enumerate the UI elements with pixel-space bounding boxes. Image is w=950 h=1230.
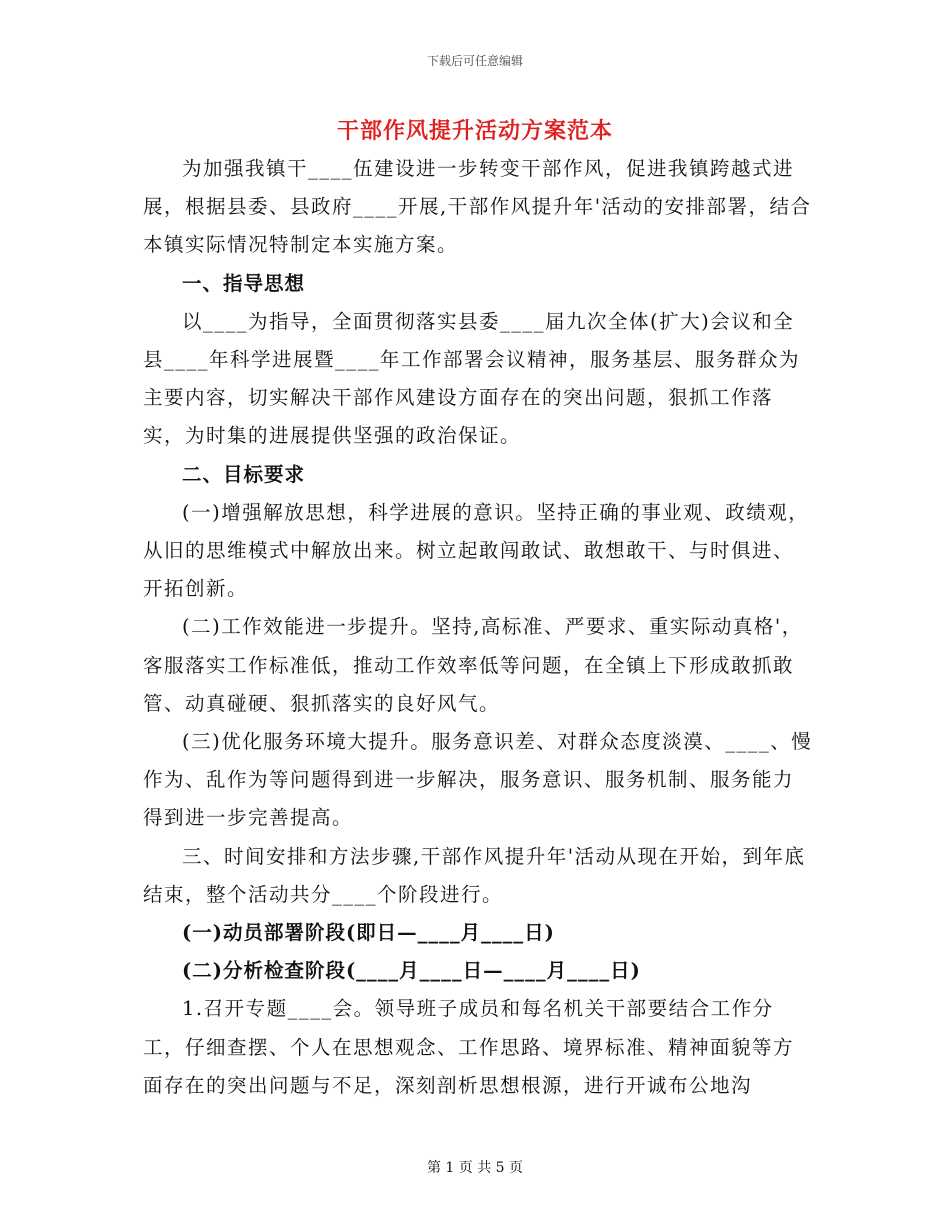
paragraph-goal-1: (一)增强解放思想，科学进展的意识。坚持正确的事业观、政绩观，从旧的思维模式中解放出来。树立起敢闯敢试、敢想敢干、与时俱进、开拓创新。 xyxy=(143,500,810,601)
paragraph-intro: 为加强我镇干____伍建设进一步转变干部作风，促进我镇跨越式进展，根据县委、县政府____开展,干部作风提升年'活动的安排部署，结合本镇实际情况特制定本实施方案。 xyxy=(143,157,812,257)
heading-stage-2: (二)分析检查阶段(____月____日—____月____日) xyxy=(182,959,641,983)
heading-goals: 二、目标要求 xyxy=(182,462,306,486)
paragraph-schedule: 三、时间安排和方法步骤,干部作风提升年'活动从现在开始，到年底结束，整个活动共分____个阶段进行。 xyxy=(143,844,806,906)
heading-stage-1: (一)动员部署阶段(即日—____月____日) xyxy=(182,921,555,945)
page-number: 第 1 页 共 5 页 xyxy=(426,1160,524,1176)
paragraph-stage-2-item-1: 1.召开专题____会。领导班子成员和每名机关干部要结合工作分工，仔细查摆、个人在思想观念、工作思路、境界标准、精神面貌等方面存在的突出问题与不足，深刻剖析思想根源，进行开诚布公地沟 xyxy=(143,997,795,1097)
paragraph-goal-2: (二)工作效能进一步提升。坚持,高标准、严要求、重实际动真格'，客服落实工作标准低，推动工作效率低等问题，在全镇上下形成敢抓敢管、动真碰硬、狠抓落实的良好风气。 xyxy=(143,615,803,715)
paragraph-goal-3: (三)优化服务环境大提升。服务意识差、对群众态度淡漠、____、慢作为、乱作为等问题得到进一步解决，服务意识、服务机制、服务能力得到进一步完善提高。 xyxy=(143,730,813,830)
header-note: 下载后可任意编辑 xyxy=(426,54,523,68)
paragraph-guiding-ideology: 以____为指导，全面贯彻落实县委____届九次全体(扩大)会议和全县____年科学进展暨____年工作部署会议精神，服务基层、服务群众为主要内容，切实解决干部作风建设方面存在的突出问题，狠抓工作落实，为时集的进展提供坚强的政治保证。 xyxy=(143,309,801,448)
heading-guiding-ideology: 一、指导思想 xyxy=(182,271,306,295)
document-body xyxy=(143,150,813,1105)
document-title: 干部作风提升活动方案范本 xyxy=(336,118,613,144)
